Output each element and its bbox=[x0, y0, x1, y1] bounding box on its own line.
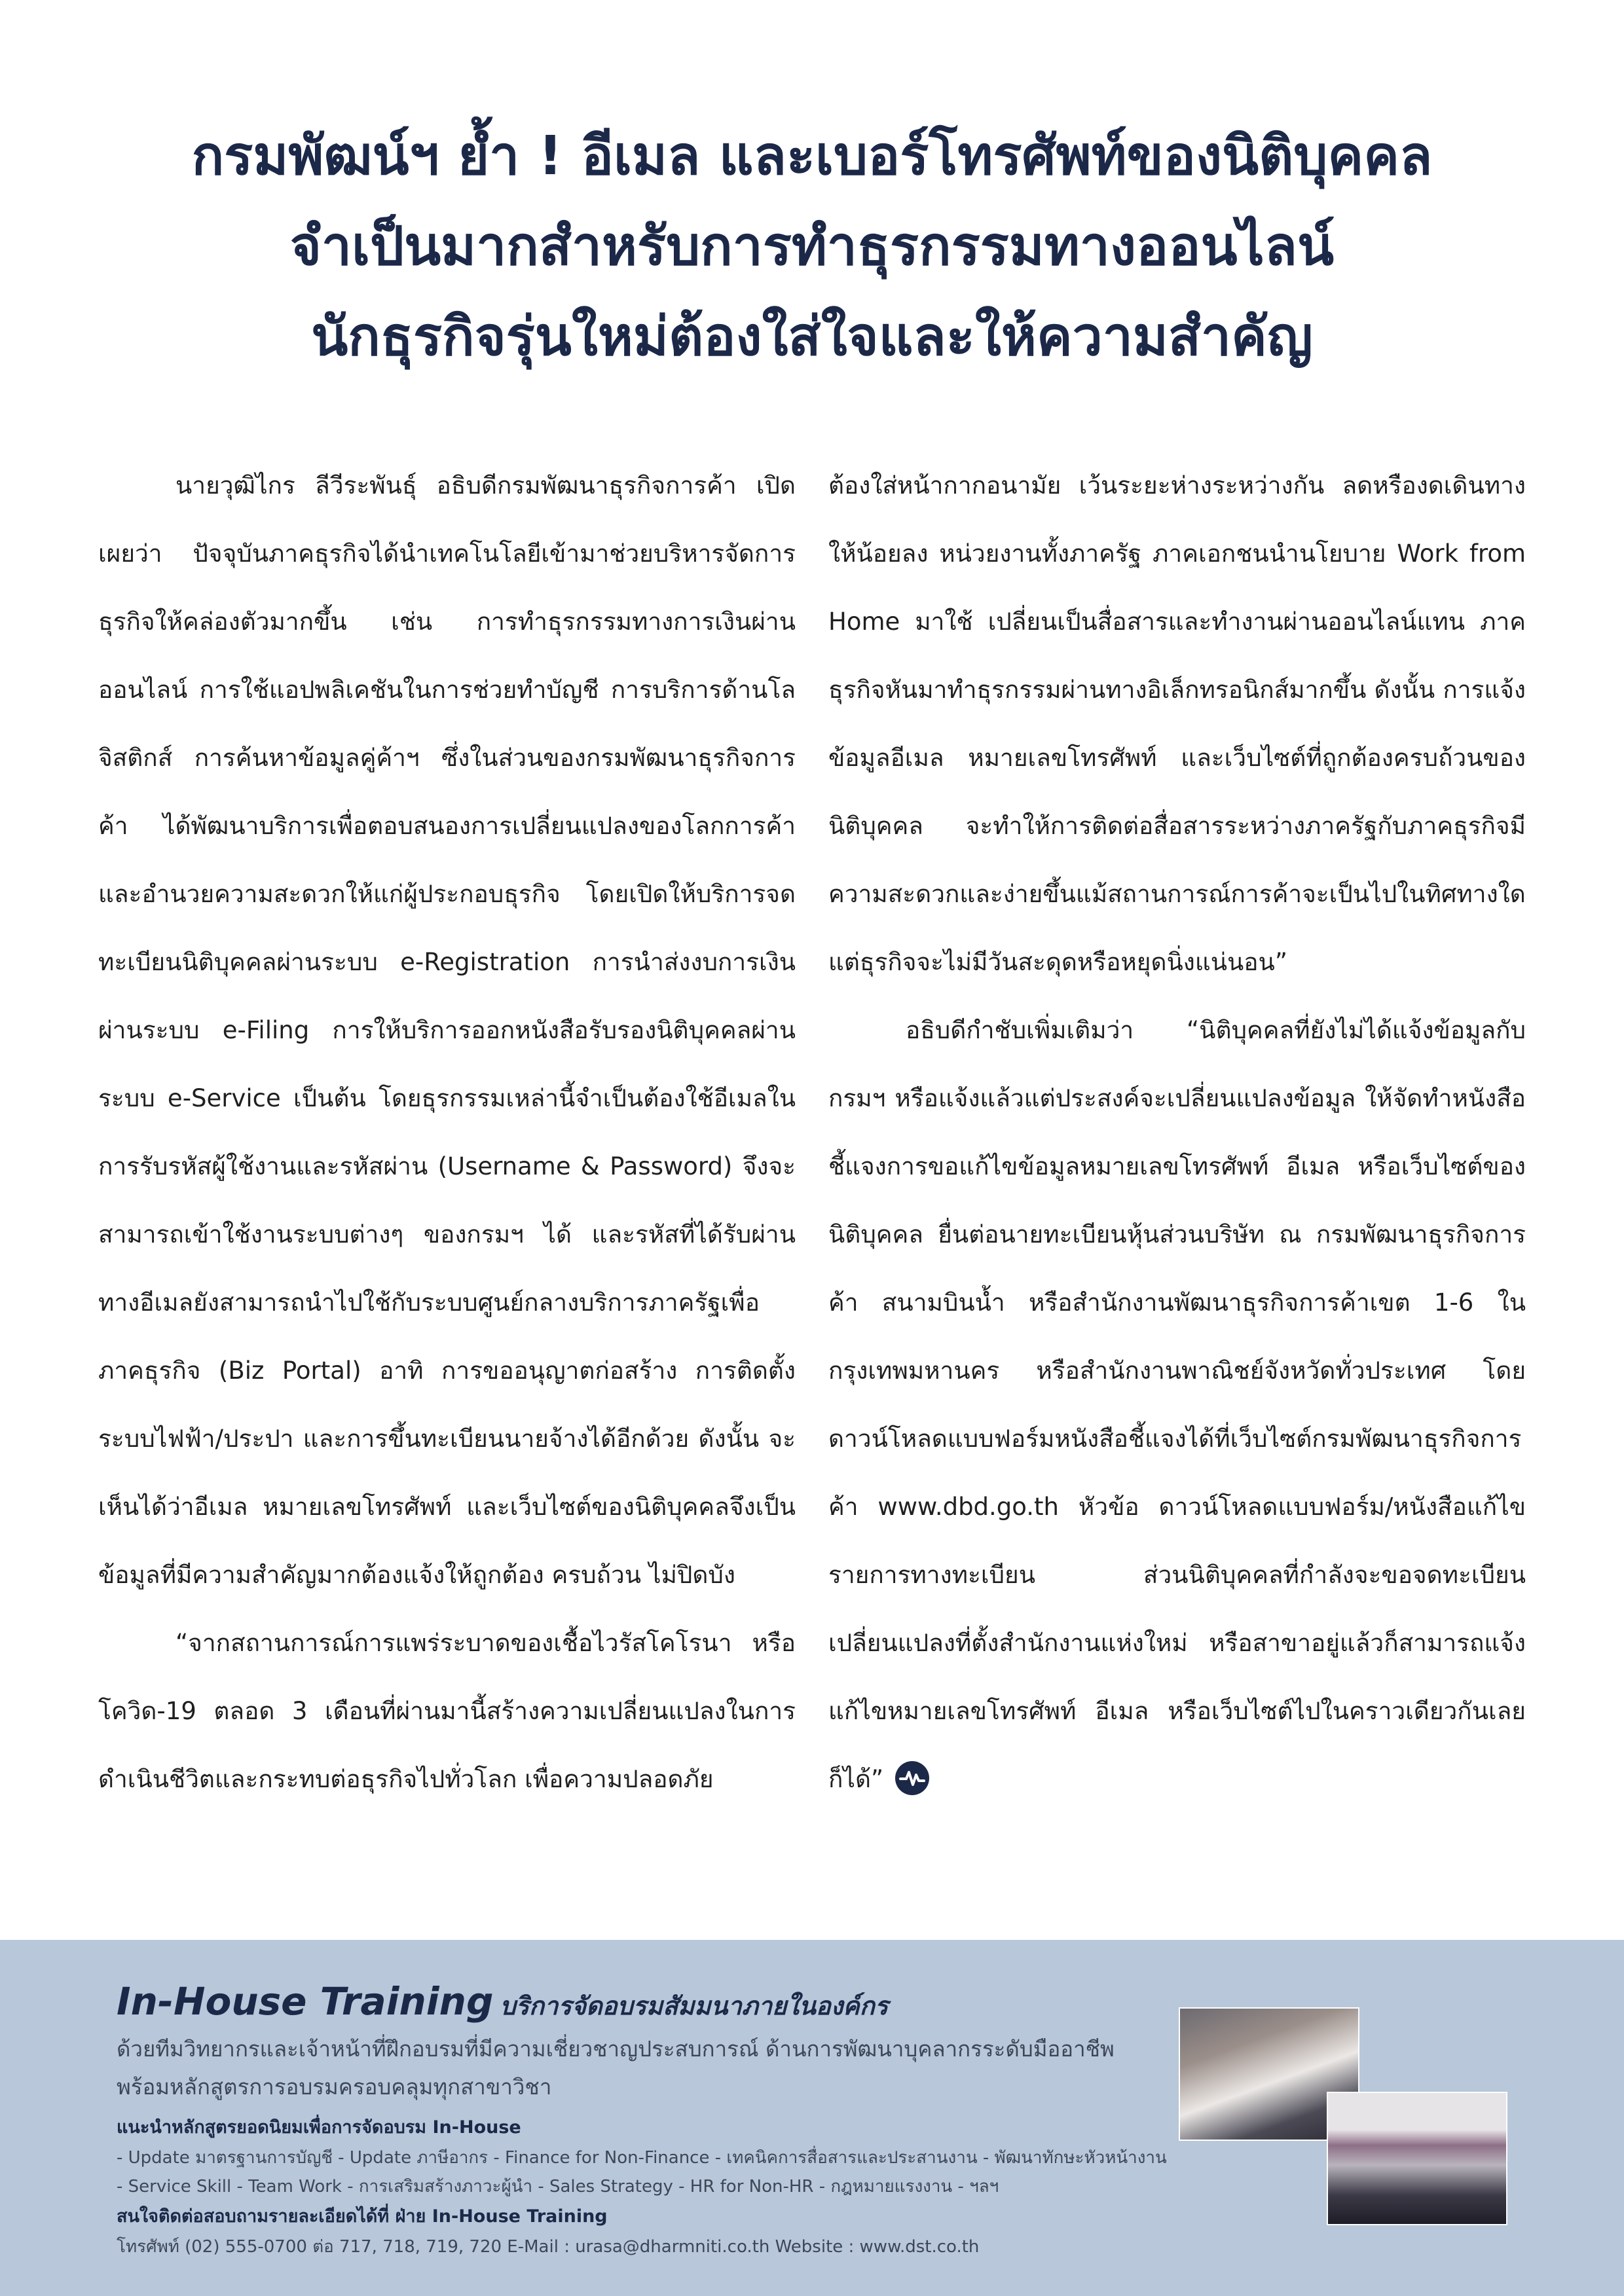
in-house-training-ad bbox=[0, 1940, 1624, 2296]
ad-description-1: ด้วยทีมวิทยากรและเจ้าหน้าที่ฝึกอบรมที่มีความเชี่ยวชาญประสบการณ์ ด้านการพัฒนาบุคลากรระดับมืออาชีพ bbox=[117, 2036, 1115, 2062]
ad-description-2: พร้อมหลักสูตรการอบรมครอบคลุมทุกสาขาวิชา bbox=[117, 2074, 552, 2100]
article-right-column bbox=[828, 452, 1526, 1813]
training-photo bbox=[1327, 2092, 1507, 2225]
headline-line-1: กรมพัฒน์ฯ ย้ำ ! อีเมล และเบอร์โทรศัพท์ของนิติบุคคล bbox=[191, 125, 1433, 187]
headline-line-2: จำเป็นมากสำหรับการทำธุรกรรมทางออนไลน์ bbox=[289, 215, 1335, 278]
article-paragraph: “จากสถานการณ์การแพร่ระบาดของเชื้อไวรัสโคโรนา หรือโควิด-19 ตลอด 3 เดือนที่ผ่านมานี้สร้างความเปลี่ยนแปลงในการดำเนินชีวิตและกระทบต่อธุรกิจไปทั่วโลก เพื่อความปลอดภัย bbox=[98, 1629, 796, 1793]
article-paragraph: ต้องใส่หน้ากากอนามัย เว้นระยะห่างระหว่างกัน ลดหรืองดเดินทางให้น้อยลง หน่วยงานทั้งภาครัฐ ภาคเอกชนนำนโยบาย Work from Home มาใช้ เปลี่ยนเป็นสื่อสารและทำงานผ่านออนไลน์แทน ภาคธุรกิจหันมาทำธุรกรรมผ่านทางอิเล็กทรอนิกส์มากขึ้น ดังนั้น การแจ้งข้อมูลอีเมล หมายเลขโทรศัพท์ และเว็บไซต์ที่ถูกต้องครบถ้วนของนิติบุคคล จะทำให้การติดต่อสื่อสารระหว่างภาครัฐกับภาคธุรกิจมีความสะดวกและง่ายขึ้นแม้สถานการณ์การค้าจะเป็นไปในทิศทางใด แต่ธุรกิจจะไม่มีวันสะดุดหรือหยุดนิ่งแน่นอน” bbox=[828, 471, 1526, 976]
ad-title-main: In-House Training bbox=[117, 1979, 494, 2024]
ad-title bbox=[117, 1979, 888, 2026]
article-left-column bbox=[98, 452, 796, 1813]
article-paragraph: นายวุฒิไกร ลีวีระพันธุ์ อธิบดีกรมพัฒนาธุรกิจการค้า เปิดเผยว่า ปัจจุบันภาคธุรกิจได้นำเทคโนโลยีเข้ามาช่วยบริหารจัดการธุรกิจให้คล่องตัวมากขึ้น เช่น การทำธุรกรรมทางการเงินผ่านออนไลน์ การใช้แอปพลิเคชันในการช่วยทำบัญชี การบริการด้านโลจิสติกส์ การค้นหาข้อมูลคู่ค้าฯ ซึ่งในส่วนของกรมพัฒนาธุรกิจการค้า ได้พัฒนาบริการเพื่อตอบสนองการเปลี่ยนแปลงของโลกการค้าและอำนวยความสะดวกให้แก่ผู้ประกอบธุรกิจ โดยเปิดให้บริการจดทะเบียนนิติบุคคลผ่านระบบ e-Registration การนำส่งงบการเงินผ่านระบบ e-Filing การให้บริการออกหนังสือรับรองนิติบุคคลผ่านระบบ e-Service เป็นต้น โดยธุรกรรมเหล่านี้จำเป็นต้องใช้อีเมลในการรับรหัสผู้ใช้งานและรหัสผ่าน (Username & Password) จึงจะสามารถเข้าใช้งานระบบต่างๆ ของกรมฯ ได้ และรหัสที่ได้รับผ่านทางอีเมลยังสามารถนำไปใช้กับระบบศูนย์กลางบริการภาครัฐเพื่อภาคธุรกิจ (Biz Portal) อาทิ การขออนุญาตก่อสร้าง การติดตั้งระบบไฟฟ้า/ประปา และการขึ้นทะเบียนนายจ้างได้อีกด้วย ดังนั้น จะเห็นได้ว่าอีเมล หมายเลขโทรศัพท์ และเว็บไซต์ของนิติบุคคลจึงเป็นข้อมูลที่มีความสำคัญมากต้องแจ้งให้ถูกต้อง ครบถ้วน ไม่ปิดบัง bbox=[98, 471, 796, 1589]
ad-course-list-1: - Update มาตรฐานการบัญชี - Update ภาษีอากร - Finance for Non-Finance - เทคนิคการสื่อสารและประสานงาน - พัฒนาทักษะหัวหน้างาน bbox=[117, 2148, 1167, 2168]
pulse-logo-icon bbox=[895, 1761, 929, 1795]
ad-title-sub: บริการจัดอบรมสัมมนาภายในองค์กร bbox=[500, 1992, 889, 2020]
ad-contact-details: โทรศัพท์ (02) 555-0700 ต่อ 717, 718, 719, 720 E-Mail : urasa@dharmniti.co.th Website : www.dst.co.th bbox=[117, 2237, 980, 2257]
ad-contact-heading: สนใจติดต่อสอบถามรายละเอียดได้ที่ ฝ่าย In-House Training bbox=[117, 2206, 608, 2227]
article-paragraph-last bbox=[828, 996, 1526, 1813]
ad-course-list-2: - Service Skill - Team Work - การเสริมสร้างภาวะผู้นำ - Sales Strategy - HR for Non-HR - กฎหมายแรงงาน - ฯลฯ bbox=[117, 2177, 999, 2196]
headline bbox=[72, 111, 1552, 382]
article-paragraph-text: อธิบดีกำชับเพิ่มเติมว่า “นิติบุคคลที่ยังไม่ได้แจ้งข้อมูลกับกรมฯ หรือแจ้งแล้วแต่ประสงค์จะเปลี่ยนแปลงข้อมูล ให้จัดทำหนังสือชี้แจงการขอแก้ไขข้อมูลหมายเลขโทรศัพท์ อีเมล หรือเว็บไซต์ของนิติบุคคล ยื่นต่อนายทะเบียนหุ้นส่วนบริษัท ณ กรมพัฒนาธุรกิจการค้า สนามบินน้ำ หรือสำนักงานพัฒนาธุรกิจการค้าเขต 1-6 ในกรุงเทพมหานคร หรือสำนักงานพาณิชย์จังหวัดทั่วประเทศ โดยดาวน์โหลดแบบฟอร์มหนังสือชี้แจงได้ที่เว็บไซต์กรมพัฒนาธุรกิจการค้า www.dbd.go.th หัวข้อ ดาวน์โหลดแบบฟอร์ม/หนังสือแก้ไขรายการทางทะเบียน ส่วนนิติบุคคลที่กำลังจะขอจดทะเบียนเปลี่ยนแปลงที่ตั้งสำนักงานแห่งใหม่ หรือสาขาอยู่แล้วก็สามารถแจ้งแก้ไขหมายเลขโทรศัพท์ อีเมล หรือเว็บไซต์ไปในคราวเดียวกันเลยก็ได้” bbox=[828, 1016, 1526, 1793]
headline-line-3: นักธุรกิจรุ่นใหม่ต้องใส่ใจและให้ความสำคัญ bbox=[311, 306, 1313, 368]
ad-recommend-heading: แนะนำหลักสูตรยอดนิยมเพื่อการจัดอบรม In-House bbox=[117, 2117, 521, 2138]
